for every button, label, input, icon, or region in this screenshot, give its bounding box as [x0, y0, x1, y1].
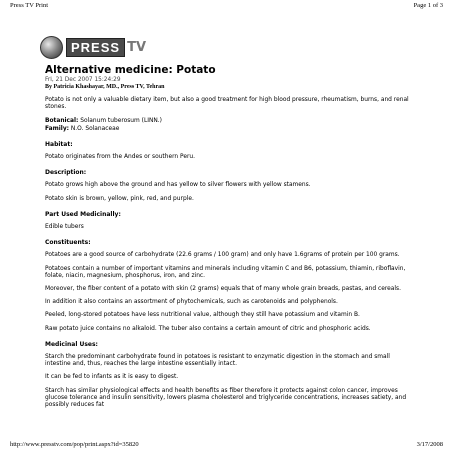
family-value: N.O. Solanaceae [69, 125, 120, 132]
print-header-title: Press TV Print [10, 2, 49, 9]
presstv-logo [40, 36, 146, 59]
botanical-info [45, 118, 415, 132]
medicinal-paragraph: It can be fed to infants as it is easy to digest. [45, 374, 179, 381]
article-byline: By Patricia Khashayar, MD., Press TV, Tehran [45, 84, 165, 90]
description-paragraph: Potato skin is brown, yellow, pink, red, and purple. [45, 195, 194, 202]
botanical-value: Solanum tuberosum (LINN.) [78, 118, 162, 125]
medicinal-paragraph: Starch has similar physiological effects and health benefits as fiber therefore it protects against colon cancer, improves glucose tolerance and insulin sensitivity, lowers plasma cholesterol and triglyceride concentrations, increases satiety, and possibly reduces fat [45, 387, 407, 409]
article-title: Alternative medicine: Potato [45, 64, 216, 76]
print-header [10, 2, 443, 9]
description-paragraph: Potato grows high above the ground and has yellow to silver flowers with yellow stamens. [45, 182, 311, 189]
botanical-label: Botanical: [45, 118, 79, 125]
article-date: Fri, 21 Dec 2007 15:24:29 [45, 77, 121, 83]
medicinal-paragraph: Starch the predominant carbohydrate found in potatoes is resistant to enzymatic digestion in the stomach and small intestine and, thus, reaches the large intestine essentially intact. [45, 354, 390, 368]
constituents-paragraph: Potatoes are a good source of carbohydrate (22.6 grams / 100 gram) and only have 1.6grams of protein per 100 grams. [45, 252, 400, 259]
print-footer [10, 441, 443, 448]
print-date: 3/17/2008 [416, 441, 443, 448]
family-line [45, 126, 415, 133]
article [45, 64, 415, 409]
constituents-paragraph: Peeled, long-stored potatoes have less nutritional value, although they still have potassium and vitamin B. [45, 312, 360, 319]
constituents-heading: Constituents: [45, 239, 91, 247]
family-label: Family: [45, 125, 70, 132]
part-used-heading: Part Used Medicinally: [45, 210, 121, 218]
globe-icon [40, 36, 63, 59]
page-count: Page 1 of 3 [413, 2, 443, 9]
habitat-text: Potato originates from the Andes or southern Peru. [45, 154, 195, 161]
constituents-paragraph: Moreover, the fiber content of a potato with skin (2 grams) equals that of many whole grain breads, pastas, and cereals. [45, 286, 401, 293]
logo-wordmark [66, 38, 146, 57]
habitat-heading: Habitat: [45, 140, 73, 148]
medicinal-uses-heading: Medicinal Uses: [45, 340, 98, 348]
description-heading: Description: [45, 169, 87, 177]
constituents-paragraph: Potatoes contain a number of important vitamins and minerals including vitamin C and B6, potassium, thiamin, riboflavin, folate, niacin, magnesium, phosphorus, iron, and zinc. [45, 265, 406, 279]
part-used-text: Edible tubers [45, 224, 84, 231]
page-url: http://www.presstv.com/pop/print.aspx?id=35820 [10, 441, 139, 448]
logo-press-text: PRESS [66, 38, 125, 57]
logo-tv-text: TV [127, 40, 147, 55]
constituents-paragraph: Raw potato juice contains no alkaloid. The tuber also contains a certain amount of citric and phosphoric acids. [45, 325, 371, 332]
botanical-line [45, 118, 415, 125]
constituents-paragraph: In addition it also contains an assortment of phytochemicals, such as carotenoids and polyphenols. [45, 299, 338, 306]
intro-paragraph: Potato is not only a valuable dietary item, but also a good treatment for high blood pressure, rheumatism, burns, and renal stones. [45, 97, 409, 111]
